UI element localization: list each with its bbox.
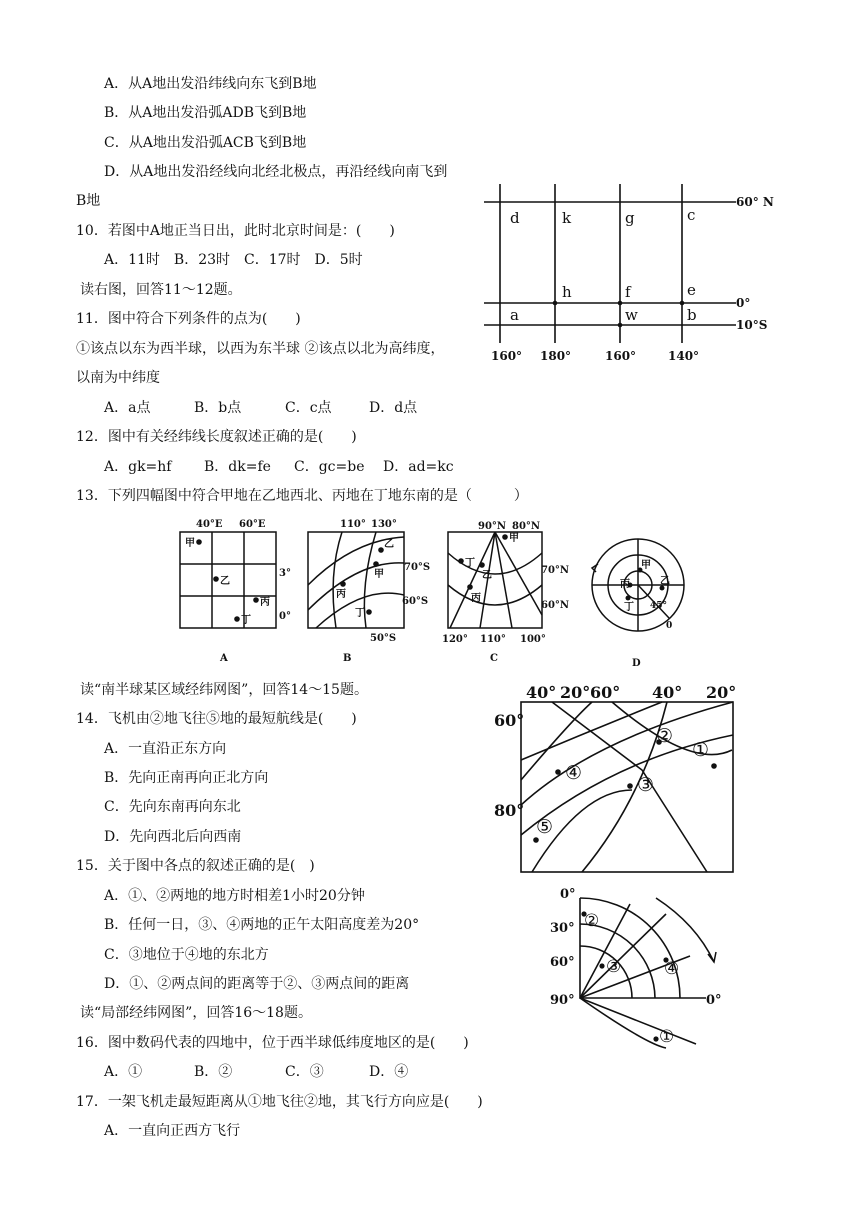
place-ding: 丁 <box>355 608 365 619</box>
place-ding: 丁 <box>465 558 475 569</box>
lon-label: 160° <box>491 349 523 363</box>
lat-label: 60°N <box>541 600 570 611</box>
q10-question: 10．若图中A地正当日出，此时北京时间是：( ) <box>76 223 395 239</box>
point-4: ④ <box>664 959 680 979</box>
q14-option-c: C．先向东南再向东北 <box>104 799 241 815</box>
lon-label: 180° <box>540 349 572 363</box>
place-yi: 乙 <box>384 539 394 550</box>
point-2: ② <box>656 725 674 747</box>
lat-label: 30° <box>550 921 575 936</box>
lon-label: 40° <box>526 683 557 702</box>
q12-question: 12．图中有关经纬线长度叙述正确的是( ) <box>76 429 357 445</box>
point-5: ⑤ <box>536 816 554 838</box>
point-w: w <box>625 306 638 324</box>
lon-label: 60° <box>590 683 621 702</box>
point-e: e <box>687 281 696 299</box>
place-yi: 乙 <box>220 576 230 587</box>
lat-label: 3° <box>279 568 291 579</box>
lon-label: 160° <box>605 349 637 363</box>
point-g: g <box>625 209 635 227</box>
q11-conditions: ①该点以东为西半球，以西为东半球 ②该点以北为高纬度， <box>76 341 445 357</box>
q9-option-b: B．从A地出发沿弧ADB飞到B地 <box>104 105 307 121</box>
q11-question: 11．图中符合下列条件的点为( ) <box>76 311 301 327</box>
place-ding: 丁 <box>624 602 634 613</box>
zero-label: 0 <box>666 621 673 631</box>
figure-caption-c: C <box>490 653 498 664</box>
q17-option-a: A．一直向正西方飞行 <box>104 1123 241 1139</box>
q16-question: 16．图中数码代表的四地中，位于西半球低纬度地区的是( ) <box>76 1035 469 1051</box>
q13-map-b <box>298 515 438 670</box>
q14-option-b: B．先向正南再向正北方向 <box>104 770 269 786</box>
lat-label: 50°S <box>370 633 397 644</box>
lon-label: 80°N <box>512 521 541 532</box>
q12-option: A．gk=hf <box>104 459 172 475</box>
lon-label: 100° <box>520 634 546 645</box>
point-d: d <box>510 209 520 227</box>
point-1: ① <box>692 739 710 761</box>
place-yi: 乙 <box>482 570 492 581</box>
lat-lon-grid-figure <box>478 178 778 373</box>
q9-option-d: D．从A地出发沿经线向北经北极点，再沿经线向南飞到 <box>104 164 448 180</box>
lon-label: 0° <box>706 993 722 1008</box>
lon-label: 130° <box>371 519 397 530</box>
place-bing: 丙 <box>471 593 481 604</box>
q12-option: C．gc=be <box>294 459 365 475</box>
q12-option: D．ad=kc <box>383 459 454 475</box>
q16-option: D．④ <box>369 1064 409 1080</box>
lat-label: 90°N <box>478 521 507 532</box>
point-3: ③ <box>637 774 655 796</box>
q10-options: A．11时 B．23时 C．17时 D．5时 <box>104 252 363 268</box>
point-a: a <box>510 306 519 324</box>
lat-label: 0° <box>560 887 576 902</box>
lat-label: 60° <box>550 955 575 970</box>
lon-label: 20° <box>560 683 591 702</box>
q9-option-d-cont: B地 <box>76 193 101 209</box>
q15-option-a: A．①、②两地的地方时相差1小时20分钟 <box>104 888 365 904</box>
read-figure-16-18: 读“局部经纬网图”，回答16～18题。 <box>80 1005 312 1021</box>
place-jia: 甲 <box>641 560 651 571</box>
q14-option-d: D．先向西北后向西南 <box>104 829 242 845</box>
figure-caption-b: B <box>343 653 352 664</box>
lat-label: 80° <box>494 801 525 820</box>
angle-label: 45° <box>650 601 668 611</box>
lat-label-0: 0° <box>736 296 751 310</box>
q17-question: 17．一架飞机走最短距离从①地飞往②地，其飞行方向应是( ) <box>76 1094 483 1110</box>
q16-option: C．③ <box>285 1064 324 1080</box>
lon-label: 120° <box>442 634 468 645</box>
lat-label: 70°S <box>404 562 431 573</box>
lat-label: 60° <box>494 711 525 730</box>
point-k: k <box>562 209 572 227</box>
lat-label: 0° <box>279 611 291 622</box>
place-ding: 丁 <box>241 615 251 626</box>
q14-option-a: A．一直沿正东方向 <box>104 741 227 757</box>
place-jia: 甲 <box>509 533 519 544</box>
point-f: f <box>625 283 631 301</box>
point-b: b <box>687 306 697 324</box>
southern-hemisphere-grid-figure <box>492 680 752 882</box>
figure-caption-d: D <box>632 658 641 669</box>
q16-option: B．② <box>194 1064 233 1080</box>
lon-label: 20° <box>706 683 737 702</box>
lon-label: 40° <box>652 683 683 702</box>
point-c: c <box>687 206 696 224</box>
lat-label-10s: 10°S <box>736 318 768 332</box>
place-bing: 丙 <box>260 597 270 608</box>
lon-label: 40°E <box>196 519 223 530</box>
read-figure-11-12: 读右图，回答11～12题。 <box>80 282 242 298</box>
read-figure-14-15: 读“南半球某区域经纬网图”，回答14～15题。 <box>80 682 368 698</box>
lat-label: 90° <box>550 993 575 1008</box>
place-yi: 乙 <box>660 576 670 587</box>
point-3: ③ <box>606 957 622 977</box>
q9-option-a: A．从A地出发沿纬线向东飞到B地 <box>104 76 317 92</box>
point-h: h <box>562 283 572 301</box>
lat-label: 60°S <box>402 596 429 607</box>
q11-conditions-cont: 以南为中纬度 <box>76 370 160 386</box>
place-jia: 甲 <box>374 569 384 580</box>
q13-map-a <box>168 515 308 670</box>
q16-option: A．① <box>104 1064 143 1080</box>
q14-question: 14．飞机由②地飞往⑤地的最短航线是( ) <box>76 711 357 727</box>
q11-option: C．c点 <box>285 400 332 416</box>
q13-map-d <box>584 530 694 672</box>
point-1: ① <box>659 1027 675 1047</box>
lat-label-60n: 60° N <box>736 195 774 209</box>
q15-option-d: D．①、②两点间的距离等于②、③两点间的距离 <box>104 976 410 992</box>
lat-label: 70°N <box>541 565 570 576</box>
q15-question: 15．关于图中各点的叙述正确的是( ) <box>76 858 315 874</box>
q15-option-c: C．③地位于④地的东北方 <box>104 947 269 963</box>
q15-option-b: B．任何一日，③、④两地的正午太阳高度差为20° <box>104 917 420 933</box>
q9-option-c: C．从A地出发沿弧ACB飞到B地 <box>104 135 307 151</box>
point-2: ② <box>584 911 600 931</box>
local-lat-lon-fan-figure <box>546 884 736 1056</box>
q11-option: B．b点 <box>194 400 242 416</box>
lon-label: 110° <box>340 519 366 530</box>
q13-question: 13．下列四幅图中符合甲地在乙地西北、丙地在丁地东南的是（ ） <box>76 488 528 504</box>
lon-label: 110° <box>480 634 506 645</box>
lon-label: 60°E <box>239 519 266 530</box>
q12-option: B．dk=fe <box>204 459 271 475</box>
q13-map-c <box>440 515 580 670</box>
figure-caption-a: A <box>220 653 228 664</box>
q11-option: A．a点 <box>104 400 151 416</box>
q11-option: D．d点 <box>369 400 418 416</box>
point-4: ④ <box>565 762 583 784</box>
lon-label: 140° <box>668 349 700 363</box>
place-bing: 丙 <box>620 579 630 590</box>
place-jia: 甲 <box>185 538 195 549</box>
place-bing: 丙 <box>336 589 346 600</box>
